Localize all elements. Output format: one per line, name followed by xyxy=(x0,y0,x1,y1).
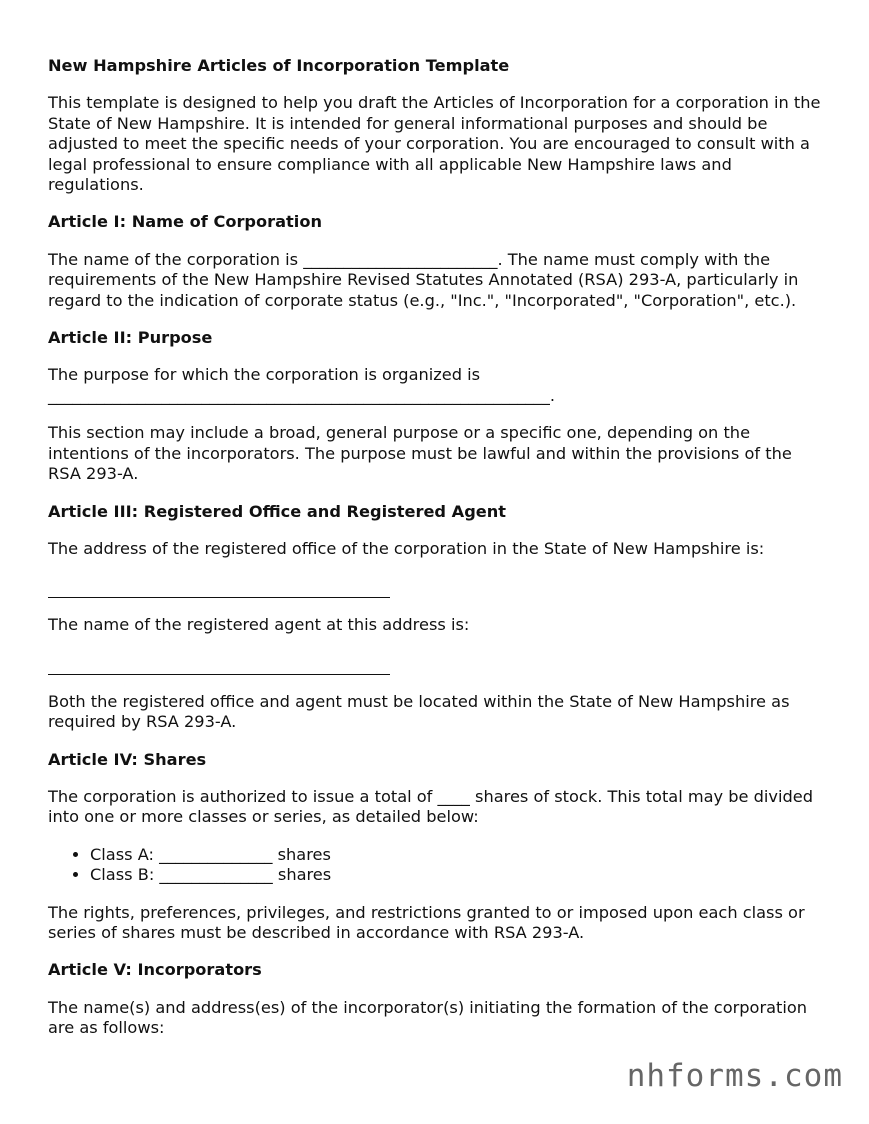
office-address-blank xyxy=(48,596,390,598)
article-4-note: The rights, preferences, privileges, and restrictions granted to or imposed upon each class or series of shares must be described in accordance with RSA 293-A. xyxy=(48,902,805,942)
share-classes-list xyxy=(48,845,828,886)
agent-name-blank xyxy=(48,673,390,675)
article-5-text: The name(s) and address(es) of the incorporator(s) initiating the formation of the corporation are as follows: xyxy=(48,997,808,1038)
article-1-heading: Article I: Name of Corporation xyxy=(48,212,322,232)
article-2-text: The purpose for which the corporation is organized is ______________________________________________________________. xyxy=(48,365,555,405)
article-3-note: Both the registered office and agent must be located within the State of New Hampshire as required by RSA 293-A. xyxy=(48,691,790,732)
article-3-agent-text: The name of the registered agent at this address is: xyxy=(48,615,470,635)
article-4-text: The corporation is authorized to issue a total of ____ shares of stock. This total may be divided into one or more classes or series, as detailed below: xyxy=(48,786,814,827)
spacer xyxy=(48,653,828,673)
article-2-note: This section may include a broad, general purpose or a specific one, depending on the intentions of the incorporators. The purpose must be lawful and within the provisions of the RSA 293-A. xyxy=(48,423,792,484)
article-1-text: The name of the corporation is ________________________. The name must comply with the requirements of the New Hampshire Revised Statutes Annotated (RSA) 293-A, particularly in regard to the indication of corporate status (e.g., "Inc.", "Incorporated", "Corporation", etc.). xyxy=(48,249,799,310)
article-2-heading: Article II: Purpose xyxy=(48,328,213,348)
site-watermark: nhforms.com xyxy=(626,1058,843,1094)
document-page xyxy=(48,56,828,1056)
list-item: • Class B: ______________ shares xyxy=(90,865,828,885)
article-5-heading: Article V: Incorporators xyxy=(48,960,262,980)
spacer xyxy=(48,576,828,596)
list-item: • Class A: ______________ shares xyxy=(90,845,828,865)
article-4-heading: Article IV: Shares xyxy=(48,749,207,769)
intro-paragraph: This template is designed to help you draft the Articles of Incorporation for a corporation in the State of New Hampshire. It is intended for general informational purposes and should be adjusted to meet the specific needs of your corporation. You are encouraged to consult with a legal professional to ensure compliance with all applicable New Hampshire laws and regulations. xyxy=(48,93,821,195)
document-title: New Hampshire Articles of Incorporation Template xyxy=(48,56,510,75)
article-3-office-text: The address of the registered office of the corporation in the State of New Hampshire is: xyxy=(48,538,765,558)
article-3-heading: Article III: Registered Office and Registered Agent xyxy=(48,501,507,521)
